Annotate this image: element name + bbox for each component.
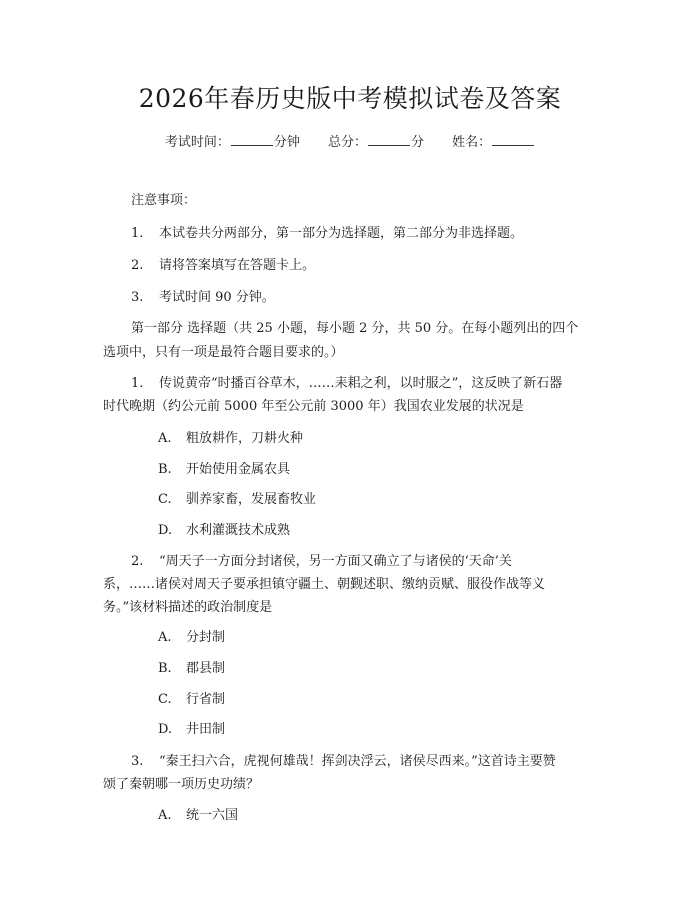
option-letter: A. (158, 630, 172, 645)
option (158, 690, 225, 710)
option-letter: D. (158, 722, 173, 737)
question-text: “秦王扫六合，虎视何雄哉！挥剑决浮云，诸侯尽西来。”这首诗主要赞 (159, 754, 556, 769)
exam-time-field (165, 132, 300, 153)
option-text: 统一六国 (186, 808, 239, 823)
option-text: 郡县制 (186, 661, 226, 676)
name-blank (492, 132, 534, 146)
notice-item (131, 288, 275, 308)
option-letter: C. (158, 692, 172, 707)
option (158, 806, 238, 826)
question-1-line2: 时代晚期（约公元前 5000 年至公元前 3000 年）我国农业发展的状况是 (103, 399, 524, 414)
question-2-line3: 务。”该材料描述的政治制度是 (103, 600, 273, 615)
question-3-line2: 颂了秦朝哪一项历史功绩？ (103, 777, 260, 792)
question-2-line2: 系，……诸侯对周天子要承担镇守疆土、朝觐述职、缴纳贡赋、服役作战等义 (103, 577, 546, 592)
name-label: 姓名： (452, 135, 492, 150)
question-2-line1 (131, 552, 512, 572)
notice-item-text: 请将答案填写在答题卡上。 (159, 258, 316, 273)
option-text: 行省制 (186, 692, 226, 707)
section1-line1: 第一部分 选择题（共 25 小题，每小题 2 分，共 50 分。在每小题列出的四个 (131, 321, 579, 336)
option-text: 水利灌溉技术成熟 (186, 523, 291, 538)
option-text: 驯养家畜，发展畜牧业 (186, 492, 317, 507)
option-letter: A. (158, 808, 172, 823)
question-text: 传说黄帝“时播百谷草木，……耒耜之利，以时服之”，这反映了新石器 (159, 376, 563, 391)
option (158, 429, 303, 449)
notice-item (131, 256, 315, 276)
time-blank (231, 132, 273, 146)
option-letter: C. (158, 492, 172, 507)
score-blank (368, 132, 410, 146)
option-text: 粗放耕作，刀耕火种 (186, 431, 304, 446)
total-score-field (328, 132, 424, 153)
option (158, 521, 290, 541)
exam-meta-row (0, 132, 700, 153)
option-letter: D. (158, 523, 173, 538)
section1-line2: 选项中，只有一项是最符合题目要求的。） (103, 345, 344, 360)
option-letter: B. (158, 462, 172, 477)
question-3-line1 (131, 752, 556, 772)
page-title: 2026年春历史版中考模拟试卷及答案 (138, 84, 562, 113)
option (158, 720, 225, 740)
question-text: “周天子一方面分封诸侯，另一方面又确立了与诸侯的‘天命’关 (159, 554, 512, 569)
time-unit: 分钟 (273, 135, 300, 150)
option-text: 井田制 (186, 722, 226, 737)
question-number: 3. (131, 754, 144, 769)
option-text: 分封制 (186, 630, 226, 645)
option-text: 开始使用金属农具 (186, 462, 291, 477)
notice-item-number: 2. (131, 258, 144, 273)
question-1-line1 (131, 374, 562, 394)
option-letter: A. (158, 431, 172, 446)
notice-item-number: 1. (131, 226, 144, 241)
notice-item-number: 3. (131, 290, 144, 305)
option-letter: B. (158, 661, 172, 676)
option (158, 628, 225, 648)
question-number: 2. (131, 554, 144, 569)
notice-item-text: 本试卷共分两部分，第一部分为选择题，第二部分为非选择题。 (159, 226, 524, 241)
notice-item-text: 考试时间 90 分钟。 (159, 290, 275, 305)
notice-heading: 注意事项： (131, 193, 197, 208)
name-field (452, 132, 535, 153)
option (158, 659, 225, 679)
option (158, 460, 290, 480)
option (158, 490, 316, 510)
question-number: 1. (131, 376, 144, 391)
score-label: 总分： (327, 135, 367, 150)
time-label: 考试时间： (164, 135, 230, 150)
notice-item (131, 224, 523, 244)
score-unit: 分 (411, 135, 425, 150)
